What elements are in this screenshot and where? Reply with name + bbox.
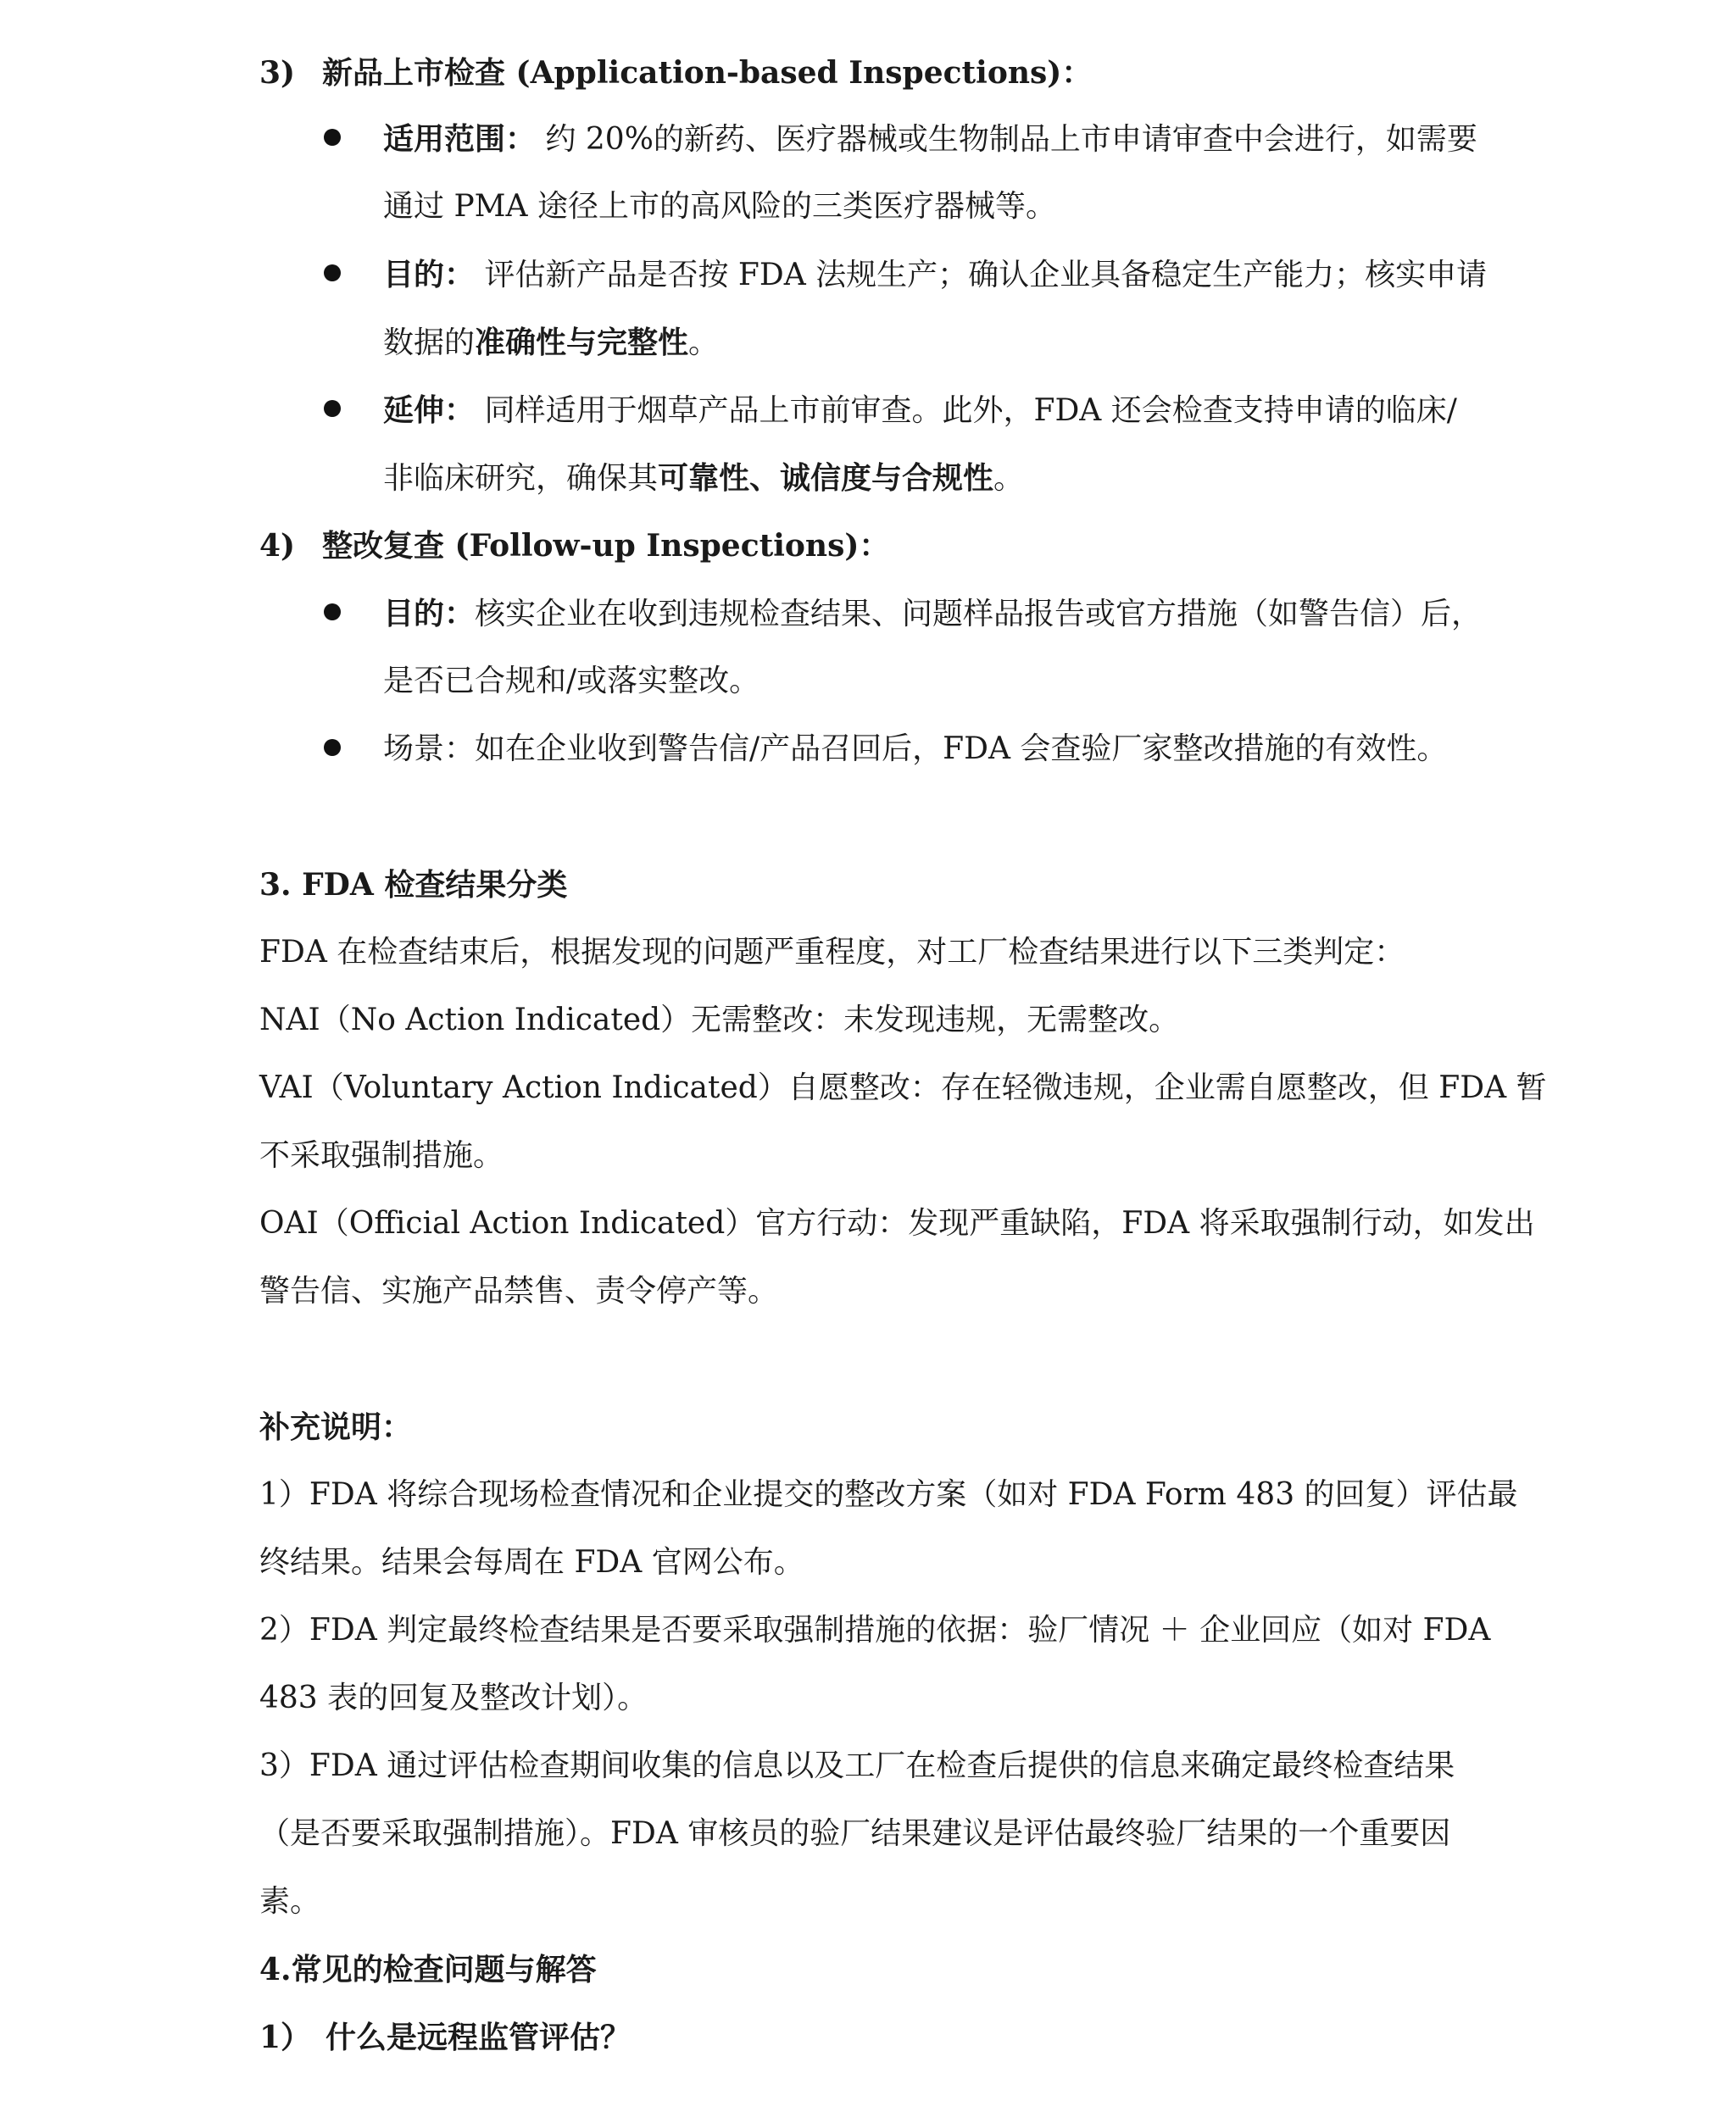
paragraph-line: 3）FDA 通过评估检查期间收集的信息以及工厂在检查后提供的信息来确定最终检查结果	[259, 1748, 1455, 1783]
paragraph-line: 终结果。结果会每周在 FDA 官网公布。	[259, 1545, 804, 1580]
paragraph-line: 1）FDA 将综合现场检查情况和企业提交的整改方案（如对 FDA Form 483 的回复）评估最	[259, 1477, 1518, 1512]
bullet-label: 延伸：	[383, 392, 476, 428]
question-title: 什么是远程监管评估？	[326, 2020, 632, 2055]
bullet-line	[383, 120, 1477, 158]
section-heading: 3. FDA 检查结果分类	[259, 867, 568, 903]
paragraph-line: OAI（Official Action Indicated）官方行动：发现严重缺陷，FDA 将采取强制行动，如发出	[259, 1206, 1535, 1241]
bullet-line-continuation: 是否已合规和/或落实整改。	[383, 664, 760, 698]
text-span: 。	[688, 325, 720, 360]
bullet-line-continuation	[383, 459, 1024, 497]
paragraph-line: NAI（No Action Indicated）无需整改：未发现违规，无需整改。	[259, 1003, 1180, 1037]
bullet-text: 核实企业在收到违规检查结果、问题样品报告或官方措施（如警告信）后，	[475, 597, 1483, 631]
emphasis-text: 可靠性、诚信度与合规性	[658, 460, 994, 496]
paragraph-line: 素。	[259, 1884, 321, 1919]
text-span: 数据的	[383, 325, 476, 360]
section-title: 新品上市检查 (Application-based Inspections)：	[322, 55, 1093, 91]
bullet-line: 场景：如在企业收到警告信/产品召回后，FDA 会查验厂家整改措施的有效性。	[383, 731, 1448, 766]
list-number: 3)	[259, 55, 296, 91]
bullet-line	[383, 392, 1457, 429]
bullet-label: 目的：	[383, 596, 476, 631]
bullet-text: 约 20%的新药、医疗器械或生物制品上市申请审查中会进行，如需要	[536, 122, 1477, 157]
paragraph-line: VAI（Voluntary Action Indicated）自愿整改：存在轻微违规，企业需自愿整改，但 FDA 暂	[259, 1070, 1547, 1105]
emphasis-text: 准确性与完整性	[475, 325, 689, 360]
text-span: 非临床研究，确保其	[383, 461, 659, 496]
bullet-text: 同样适用于烟草产品上市前审查。此外，FDA 还会检查支持申请的临床/	[475, 393, 1457, 428]
bullet-icon	[324, 264, 341, 281]
text-span: 。	[993, 461, 1025, 496]
bullet-line-continuation: 通过 PMA 途径上市的高风险的三类医疗器械等。	[383, 189, 1056, 224]
bullet-icon	[324, 400, 341, 417]
bullet-label: 目的：	[383, 257, 476, 292]
paragraph-line: 2）FDA 判定最终检查结果是否要采取强制措施的依据：验厂情况 ＋ 企业回应（如对 FDA	[259, 1613, 1491, 1648]
paragraph-line: （是否要采取强制措施）。FDA 审核员的验厂结果建议是评估最终验厂结果的一个重要因	[259, 1816, 1451, 1851]
bullet-text: 评估新产品是否按 FDA 法规生产；确认企业具备稳定生产能力；核实申请	[475, 258, 1488, 292]
paragraph-line: FDA 在检查结束后，根据发现的问题严重程度，对工厂检查结果进行以下三类判定：	[259, 935, 1405, 970]
paragraph-line: 483 表的回复及整改计划）。	[259, 1681, 648, 1715]
notes-heading: 补充说明：	[259, 1409, 413, 1445]
bullet-icon	[324, 603, 341, 620]
paragraph-line: 不采取强制措施。	[259, 1138, 504, 1173]
bullet-line	[383, 595, 1482, 632]
section-heading: 4.常见的检查问题与解答	[259, 1952, 597, 1987]
list-number: 4)	[259, 528, 296, 564]
bullet-icon	[324, 739, 341, 756]
paragraph-line: 警告信、实施产品禁售、责令停产等。	[259, 1274, 779, 1309]
bullet-icon	[324, 129, 341, 146]
list-number: 1）	[259, 2020, 312, 2055]
section-title: 整改复查 (Follow-up Inspections)：	[322, 528, 890, 564]
bullet-line	[383, 256, 1487, 293]
bullet-line-continuation	[383, 324, 719, 361]
bullet-label: 适用范围：	[383, 121, 537, 157]
